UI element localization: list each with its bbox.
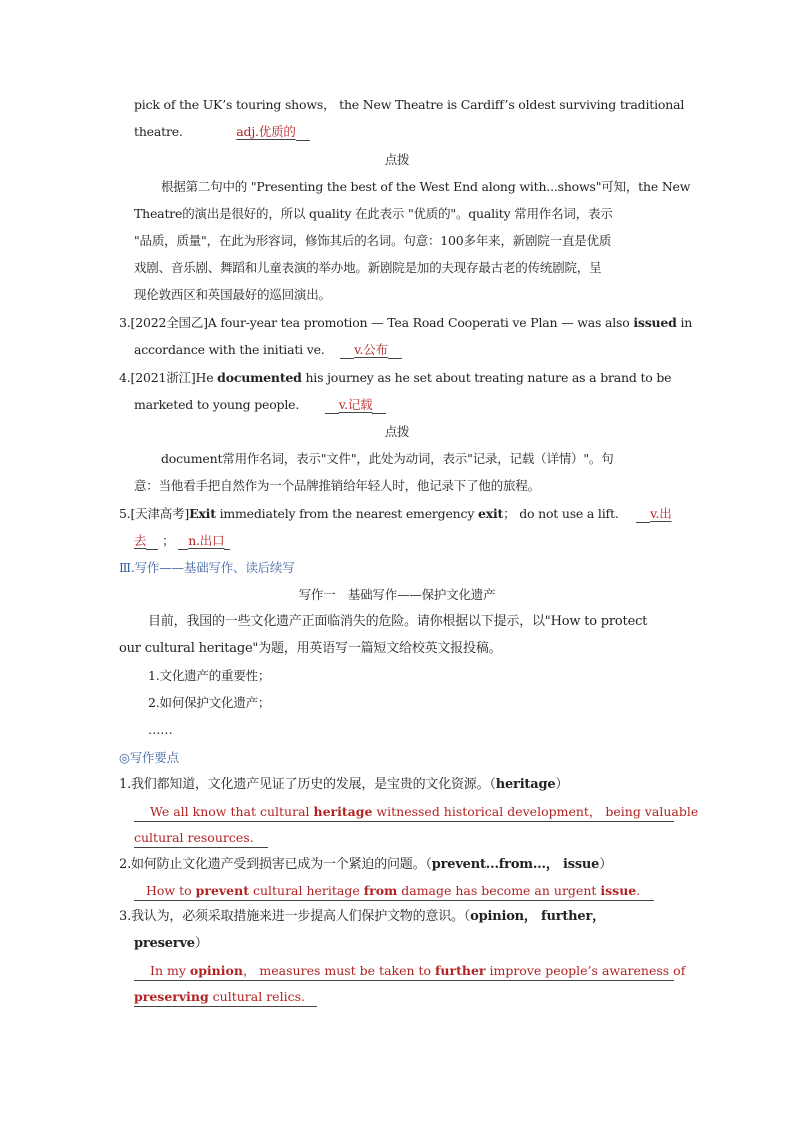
item3-answer: v.公布 — [354, 342, 388, 357]
a1-line1-content — [134, 803, 698, 821]
item3-prefix: 3.[2022全国乙]A four-year tea promotion — Tea Road Cooperati ve Plan — was also — [119, 315, 634, 330]
q1-end: ） — [555, 777, 569, 792]
item5-keyword2: exit — [477, 506, 504, 521]
item4-line1 — [119, 369, 671, 387]
item2-line1: pick of the UK’s touring shows， the New Theatre is Cardiff’s oldest surviving traditional — [134, 97, 685, 112]
item2-answer: adj.优质的 — [236, 124, 296, 139]
item3-line1 — [119, 314, 692, 332]
item4-suffix: his journey as he set about treating nature as a brand to be — [301, 370, 672, 385]
item5-answer1b: 去 — [134, 533, 147, 548]
a2-line — [134, 882, 654, 901]
hint2-line2: 意：当他看手把自然作为一个品牌推销给年轻人时，他记录下了他的旅程。 — [134, 478, 540, 493]
a1-line2: cultural resources. — [134, 829, 268, 848]
a3-keyword-opinion: opinion — [189, 963, 243, 978]
item4-prefix: 4.[2021浙江]He — [119, 370, 218, 385]
a1-line1 — [134, 803, 699, 822]
q3-prompt-line2 — [134, 935, 208, 953]
item2-line2 — [134, 123, 310, 141]
section-intro-line2: our cultural heritage"为题，用英语写一篇短文给校英文报投稿。 — [119, 641, 502, 656]
q2-keyword: prevent...from...， issue — [431, 857, 600, 872]
a3-mid: ， measures must be taken to — [242, 963, 436, 978]
item5-middle: immediately from the nearest emergency — [215, 506, 478, 521]
a3-keyword-preserving: preserving — [134, 989, 209, 1004]
item2-line2-text: theatre. — [134, 124, 183, 139]
hint1-line2: Theatre的演出是很好的，所以 quality 在此表示 "优质的"。quality 常用作名词，表示 — [134, 206, 613, 221]
a1-post: witnessed historical development， being valuable — [372, 804, 699, 819]
q3-end: ） — [194, 936, 208, 951]
a2-keyword-prevent: prevent — [195, 883, 249, 898]
hint1-line1: 根据第二句中的 "Presenting the best of the West End along with...shows"可知，the New — [161, 179, 691, 194]
q3-text: 3.我认为，必须采取措施来进一步提高人们保护文物的意识。（ — [119, 909, 471, 924]
section-heading: Ⅲ.写作——基础写作、读后续写 — [119, 560, 295, 575]
item4-keyword: documented — [217, 370, 302, 385]
hint1-line5: 现伦敦西区和英国最好的巡回演出。 — [134, 287, 331, 302]
section-point1: 1.文化遗产的重要性； — [148, 668, 271, 683]
item4-answer: v.记载 — [338, 397, 373, 412]
a2-mid2: damage has become an urgent — [397, 883, 601, 898]
a2-pre: How to — [146, 883, 196, 898]
a3-pre: In my — [150, 963, 190, 978]
a2-keyword-from: from — [363, 883, 398, 898]
q3-prompt — [119, 908, 605, 926]
a3-line2-post: cultural relics. — [208, 989, 305, 1004]
item4-line2 — [134, 396, 386, 414]
a3-keyword-further: further — [435, 963, 486, 978]
item5-line1 — [119, 505, 672, 523]
section-point2: 2.如何保护文化遗产； — [148, 695, 271, 710]
a2-mid1: cultural heritage — [248, 883, 364, 898]
a3-line1-content — [134, 963, 685, 978]
item3-line2 — [134, 341, 402, 359]
item3-suffix: in — [676, 315, 693, 330]
q2-text: 2.如何防止文化遗产受到损害已成为一个紧迫的问题。（ — [119, 857, 432, 872]
item5-prefix: 5.[天津高考] — [119, 506, 190, 521]
hint1-title: 点拨 — [384, 152, 410, 167]
q3-keyword-preserve: preserve — [134, 936, 195, 951]
item5-answer2: n.出口 — [188, 533, 225, 548]
section-intro-line1: 目前，我国的一些文化遗产正面临消失的危险。请你根据以下提示，以"How to protect — [148, 614, 648, 629]
a2-keyword-issue: issue — [600, 883, 637, 898]
a3-post: improve people’s awareness of — [485, 963, 686, 978]
a1-keyword: heritage — [313, 804, 373, 819]
hint2-line1: document常用作名词，表示"文件"，此处为动词，表示"记录，记载（详情）"。句 — [161, 451, 614, 466]
q2-prompt — [119, 856, 612, 874]
a1-pre: We all know that cultural — [150, 804, 314, 819]
hint1-line4: 戏剧、音乐剧、舞蹈和儿童表演的举办地。新剧院是加的夫现存最古老的传统剧院，呈 — [134, 260, 602, 275]
keypoints-heading: ◎写作要点 — [119, 750, 179, 765]
item3-line2-text: accordance with the initiati ve. — [134, 342, 325, 357]
q1-keyword: heritage — [495, 777, 556, 792]
q1-prompt — [119, 776, 568, 794]
section-point3: …… — [148, 722, 173, 737]
item5-answer1a: v.出 — [650, 506, 672, 521]
a3-line1 — [134, 962, 686, 981]
hint1-line3: "品质，质量"，在此为形容词，修饰其后的名词。句意：100多年来，新剧院一直是优质 — [134, 233, 612, 248]
item3-keyword: issued — [633, 315, 677, 330]
a3-line2 — [134, 988, 317, 1007]
section-subheading: 写作一 基础写作——保护文化遗产 — [298, 587, 496, 602]
hint2-title: 点拨 — [384, 424, 410, 439]
item5-line2 — [134, 532, 230, 550]
item5-sep: ； — [162, 533, 175, 548]
item5-suffix: ； do not use a lift. — [503, 506, 619, 521]
q2-end: ） — [599, 857, 613, 872]
q3-keyword: opinion， further， — [470, 909, 605, 924]
item4-line2-text: marketed to young people. — [134, 397, 300, 412]
item5-keyword1: Exit — [189, 506, 216, 521]
a2-end: . — [636, 883, 641, 898]
q1-text: 1.我们都知道，文化遗产见证了历史的发展，是宝贵的文化资源。（ — [119, 777, 496, 792]
